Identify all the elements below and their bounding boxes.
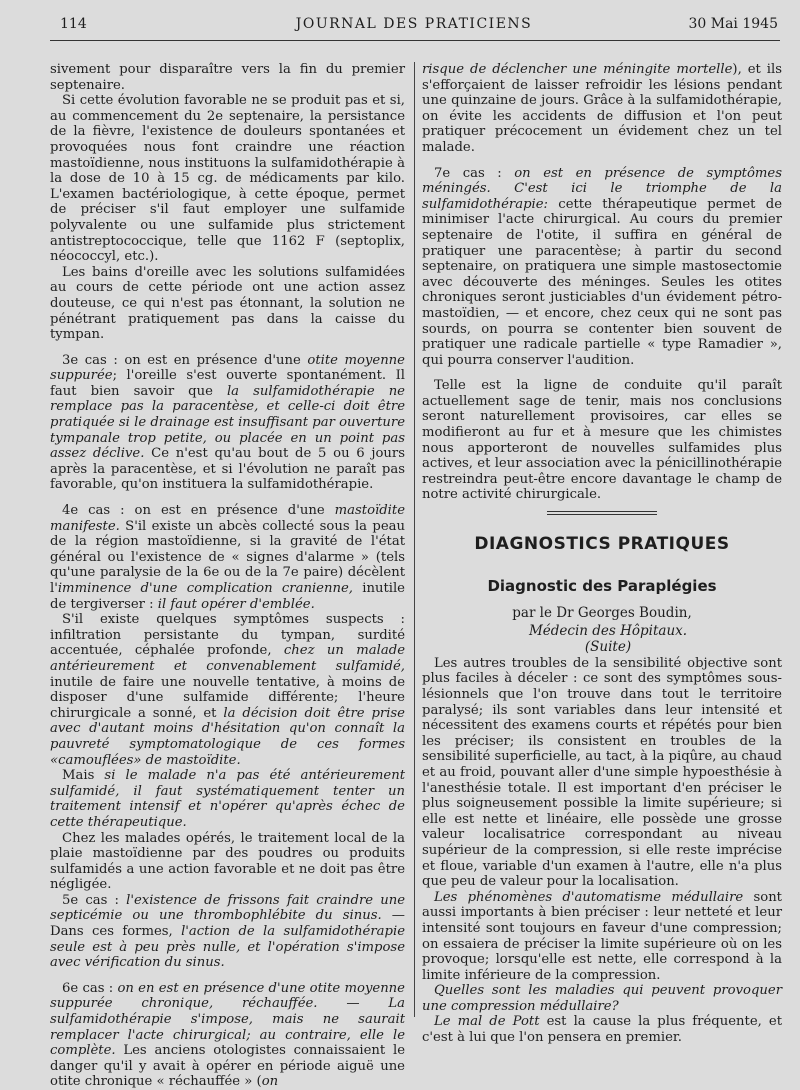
case-4-paragraph: 4e cas : on est en présence d'une mastoïdite manifeste. S'il existe un abcès collecté sous la peau de la région mastoïdienne, si la gravité de l'état général ou l'existence de « signes d'alarme » (tels qu'une paralysie de la 6e ou de la 7e paire) décèlent l'imminence d'une complication cranienne, inutile de tergiverser : il faut opérer d'emblée. <box>50 503 405 612</box>
paragraph: risque de déclencher une méningite mortelle), et ils s'efforçaient de laisser refroidir les lésions pendant une quinzaine de jours. Grâce à la sulfamidothérapie, on évite les accidents de diffusion et l'on peut pratiquer précocement un évidement chez un tel malade. <box>422 62 783 155</box>
paragraph: Chez les malades opérés, le traitement local de la plaie mastoïdienne par des poudres ou produits sulfamidés a une action favorable et ne doit pas être négligée. <box>50 830 405 893</box>
article-title: Diagnostic des Paraplégies <box>487 576 717 595</box>
paragraph: Si cette évolution favorable ne se produit pas et si, au commencement du 2e septenaire, la persistance de la fièvre, l'existence de douleurs spontanées et provoquées nous font craindre une réaction mastoïdienne, nous instituons la sulfamidothérapie à la dose de 10 à 15 cg. de médicaments par kilo. L'examen bactériologique, à cette époque, permet de préciser s'il faut employer une sulfamide polyvalente ou une sulfamide plus strictement antistreptococcique, telle que 1162 F (septoplix, néococcyl, etc.). <box>50 93 405 265</box>
right-column <box>422 62 782 1046</box>
case-3-paragraph: 3e cas : on est en présence d'une otite moyenne suppurée; l'oreille s'est ouverte spontanément. Il faut bien savoir que la sulfamidothérapie ne remplace pas la paracentèse, et celle-ci doit être pratiquée si le drainage est insuffisant par ouverture tympanale trop petite, ou placée en un point pas assez déclive. Ce n'est qu'au bout de 5 ou 6 jours après la paracentèse, et si l'évolution ne paraît pas favorable, qu'on instituera la sulfamidothérapie. <box>50 352 405 493</box>
paragraph: S'il existe quelques symptômes suspects : infiltration persistante du tympan, surdité accentuée, céphalée profonde, chez un malade antérieurement et convenablement sulfamidé, inutile de faire une nouvelle tentative, à moins de disposer d'une sulfamide différente; l'heure chirurgicale a sonné, et la décision doit être prise avec d'autant moins d'hésitation qu'on connaît la pauvreté symptomatologique de ces formes «camouflées» de mastoïdite. <box>50 612 405 768</box>
page-number: 114 <box>60 16 87 32</box>
left-column <box>50 62 405 1090</box>
section-separator <box>547 511 657 515</box>
case-7-paragraph: 7e cas : on est en présence de symptômes méningés. C'est ici le triomphe de la sulfamidothérapie: cette thérapeutique permet de minimiser l'acte chirurgical. Au cours du premier septenaire de l'otite, il suffira en général de pratiquer une paracentèse; à partir du second septenaire, on pratiquera une simple mastosectomie avec découverte des méninges. Seules les otites chroniques seront justiciables d'un évidement pétro-mastoïdien, — et encore, chez ceux qui ne sont pas sourds, on pourra se contenter bien souvent de pratiquer une radicale partielle « type Ramadier », qui pourra conserver l'audition. <box>422 165 782 368</box>
case-5-paragraph: 5e cas : l'existence de frissons fait craindre une septicémie ou une thrombophlébite du sinus. — Dans ces formes, l'action de la sulfamidothérapie seule est à peu près nulle, et l'opération s'impose avec vérification du sinus. <box>50 892 405 971</box>
section-heading: DIAGNOSTICS PRATIQUES <box>474 534 730 555</box>
byline: par le Dr Georges Boudin, <box>512 605 692 622</box>
paragraph: Les bains d'oreille avec les solutions sulfamidées au cours de cette période ont une action assez douteuse, ce qui n'est pas étonnant, la solution ne pénétrant pratiquement pas dans la caisse du tympan. <box>50 264 405 343</box>
case-6-paragraph: 6e cas : on en est en présence d'une otite moyenne suppurée chronique, réchauffée. — La sulfamidothérapie s'impose, mais ne saurait remplacer l'acte chirurgical; au contraire, elle le complète. Les anciens otologistes connaissaient le danger qu'il y avait à opérer en période aiguë une otite chronique « réchauffée » (on <box>50 980 405 1090</box>
header-rule <box>50 40 780 41</box>
paragraph: sivement pour disparaître vers la fin du premier septenaire. <box>50 62 405 93</box>
column-divider <box>414 62 415 1017</box>
paragraph: Les phénomènes d'automatisme médullaire sont aussi importants à bien préciser : leur netteté et leur intensité sont toujours en faveur d'une compression; on essaiera de préciser la limite supérieure où on les provoque; lorsqu'elle est nette, elle correspond à la limite inférieure de la compression. <box>422 889 782 983</box>
suite-label: (Suite) <box>584 639 632 656</box>
conclusion-paragraph: Telle est la ligne de conduite qu'il paraît actuellement sage de tenir, mais nos conclusions seront naturellement provisoires, car elles se modifieront au fur et à mesure que les chimistes nous apporteront de nouvelles sulfamides plus actives, et leur association avec la pénicillinothérapie restreindra peut-être encore davantage le champ de notre activité chirurgicale. <box>422 378 782 503</box>
paragraph: Quelles sont les maladies qui peuvent provoquer une compression médullaire? <box>422 983 782 1014</box>
paragraph: Mais si le malade n'a pas été antérieurement sulfamidé, il faut systématiquement tenter un traitement intensif et n'opérer qu'après échec de cette thérapeutique. <box>50 768 405 830</box>
issue-date: 30 Mai 1945 <box>688 16 778 32</box>
paragraph: Les autres troubles de la sensibilité objective sont plus faciles à déceler : ce sont des symptômes sous-lésionnels que l'on trouve dans tout le territoire paralysé; ils sont variables dans leur intensité et nécessitent des examens courts et répétés pour bien les préciser; ils consistent en troubles de la sensibilité superficielle, au tact, à la piqûre, au chaud et au froid, pouvant aller d'une simple hypoesthésie à l'anesthésie totale. Il est important d'en préciser le plus soigneusement possible la limite supérieure; si elle est nette et linéaire, elle possède une grosse valeur localisatrice correspondant au niveau supérieur de la compression, si elle reste imprécise et floue, variable d'un examen à l'autre, elle n'a plus que peu de valeur pour la localisation. <box>422 655 782 890</box>
affiliation: Médecin des Hôpitaux. <box>528 623 688 640</box>
page-header <box>50 16 778 38</box>
journal-title: JOURNAL DES PRATICIENS <box>295 16 533 32</box>
paragraph: Le mal de Pott est la cause la plus fréquente, et c'est à lui que l'on pensera en premier. <box>422 1014 782 1046</box>
